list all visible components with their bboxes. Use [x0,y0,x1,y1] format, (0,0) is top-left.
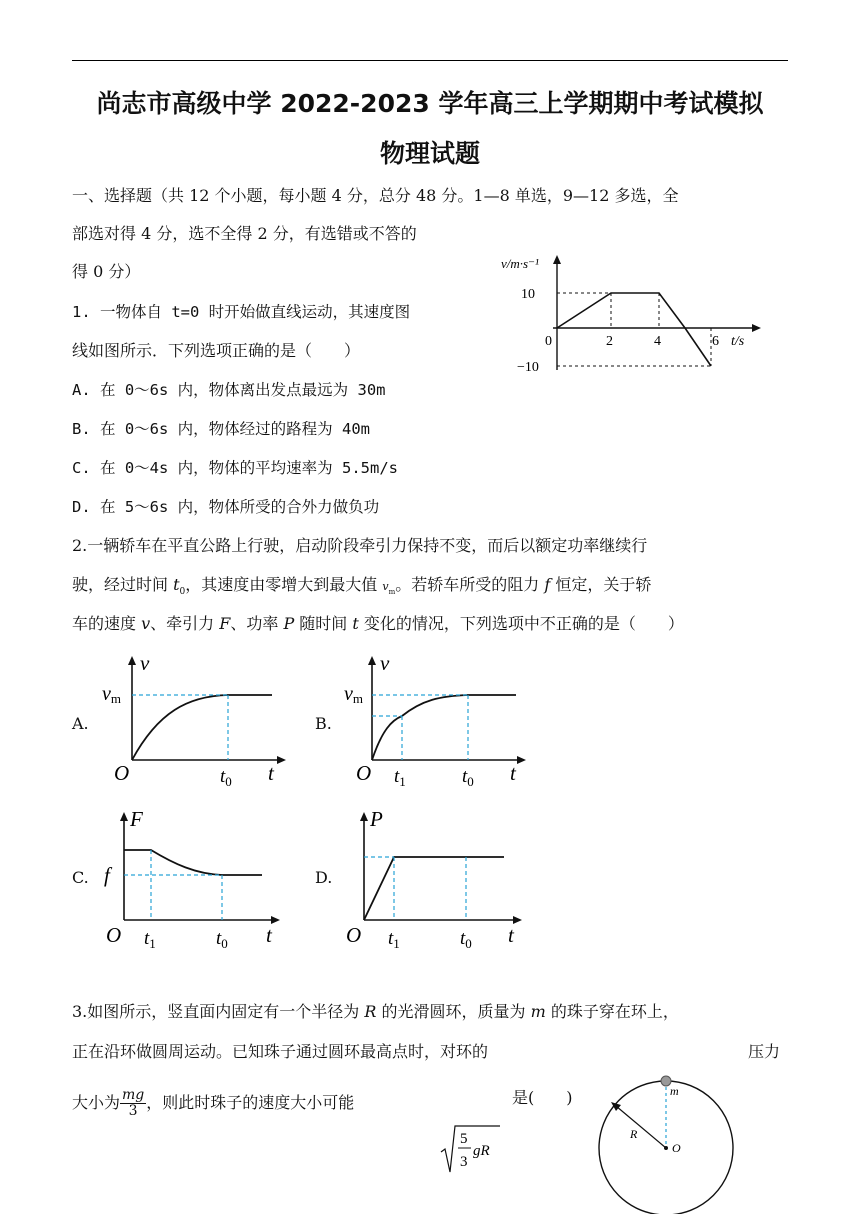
q1-option-b: B. 在 0～6s 内，物体经过的路程为 40m [72,420,370,438]
q1-y-axis-label: v/m·s⁻¹ [501,256,539,271]
svg-text:v: v [140,651,150,675]
q2-stem-1: 2.一辆轿车在平直公路上行驶，启动阶段牵引力保持不变，而后以额定功率继续行 [72,536,648,555]
svg-text:t0: $t_0$ [220,766,232,788]
q3-stem-2a: 正在沿环做圆周运动。已知珠子通过圆环最高点时，对环的 [72,1042,489,1061]
svg-text:vm: vm [344,683,364,706]
q1-tick-4: 4 [654,334,661,349]
q1-tick-2: 2 [606,334,613,349]
q2-graph-a [96,650,296,788]
q3-center-label: O [672,1141,681,1155]
svg-text:F: F [130,807,143,831]
svg-text:gR: gR [473,1143,490,1159]
q3-fraction: $\frac{mg}{3}$ [122,1087,145,1119]
q3-stem-3: 大小为 $\frac{mg}{3}$ ，则此时珠子的速度大小可能 [72,1087,355,1119]
svg-text:t: t [266,923,272,947]
header-rule [72,60,788,61]
q2-graph-c [96,802,296,952]
q3-ring-figure [594,1072,744,1214]
q2-option-b-label: B. [315,714,332,733]
svg-text:t1: $t_1$ [394,766,406,788]
q1-stem-2: 线如图所示．下列选项正确的是（ ） [72,341,361,360]
svg-text:t: t [508,923,514,947]
svg-text:t: t [510,761,516,785]
q2-option-c-label: C. [72,868,89,887]
q1-option-c: C. 在 0～4s 内，物体的平均速率为 5.5m/s [72,459,398,477]
svg-text:t1: $t_1$ [388,928,400,951]
q1-velocity-graph [495,248,765,380]
svg-text:t0: $t_0$ [460,928,472,951]
section-instructions-1: 一、选择题（共 12 个小题，每小题 4 分，总分 48 分。1—8 单选，9—12 多选，全 [72,186,679,205]
q3-stem-2b: 压力 [748,1042,781,1061]
svg-text:t1: $t_1$ [144,928,156,951]
svg-text:O: O [356,761,372,785]
page-subtitle: 物理试题 [379,139,480,168]
svg-text:5: 5 [460,1131,468,1147]
q1-tick-10: 10 [521,287,535,302]
svg-text:O: O [106,923,122,947]
svg-text:P: P [370,807,383,831]
q1-option-d: D. 在 5～6s 内，物体所受的合外力做负功 [72,498,380,516]
q3-sqrt-expression [438,1122,502,1178]
svg-text:t0: $t_0$ [216,928,228,951]
q2-option-a-label: A. [72,714,89,733]
q3-radius-label: R [630,1127,638,1141]
section-instructions-3: 得 0 分） [72,262,141,281]
svg-text:f: f [104,863,110,887]
q2-graph-d [340,802,540,952]
section-instructions-2: 部选对得 4 分，选不全得 2 分，有选错或不答的 [72,224,417,243]
q3-stem-1: 3.如图所示，竖直面内固定有一个半径为 R 的光滑圆环，质量为 m 的珠子穿在环上， [72,1002,679,1021]
page-title: 尚志市高级中学 2022-2023 学年高三上学期期中考试模拟 [96,89,764,118]
q2-option-d-label: D. [315,868,333,887]
svg-text:O: O [346,923,362,947]
svg-text:t0: $t_0$ [462,766,474,788]
q3-bead-label: m [670,1084,679,1098]
q1-tick-6: 6 [712,334,719,349]
q1-stem-1: 1. 一物体自 t=0 时开始做直线运动，其速度图 [72,303,411,321]
svg-text:v: v [380,651,390,675]
q2-stem-2: 驶，经过时间 $t_0$，其速度由零增大到最大值 $v_m$。若轿车所受的阻力 f 恒定，关于轿 [72,575,652,598]
q2-stem-3: 车的速度 v、牵引力 F、功率 P 随时间 t 变化的情况，下列选项中不正确的是（ ） [72,614,684,633]
svg-text:O: O [114,761,130,785]
q1-tick-neg10: −10 [517,360,539,375]
svg-text:vm: vm [102,683,122,706]
svg-text:3: 3 [460,1154,468,1170]
q1-x-axis-label: t/s [731,334,745,349]
q3-stem-3-end: 是( ) [512,1088,573,1107]
svg-text:t: t [268,761,274,785]
q1-option-a: A. 在 0～6s 内，物体离出发点最远为 30m [72,381,386,399]
q2-graph-b [340,650,540,788]
q1-tick-origin: 0 [545,334,552,349]
